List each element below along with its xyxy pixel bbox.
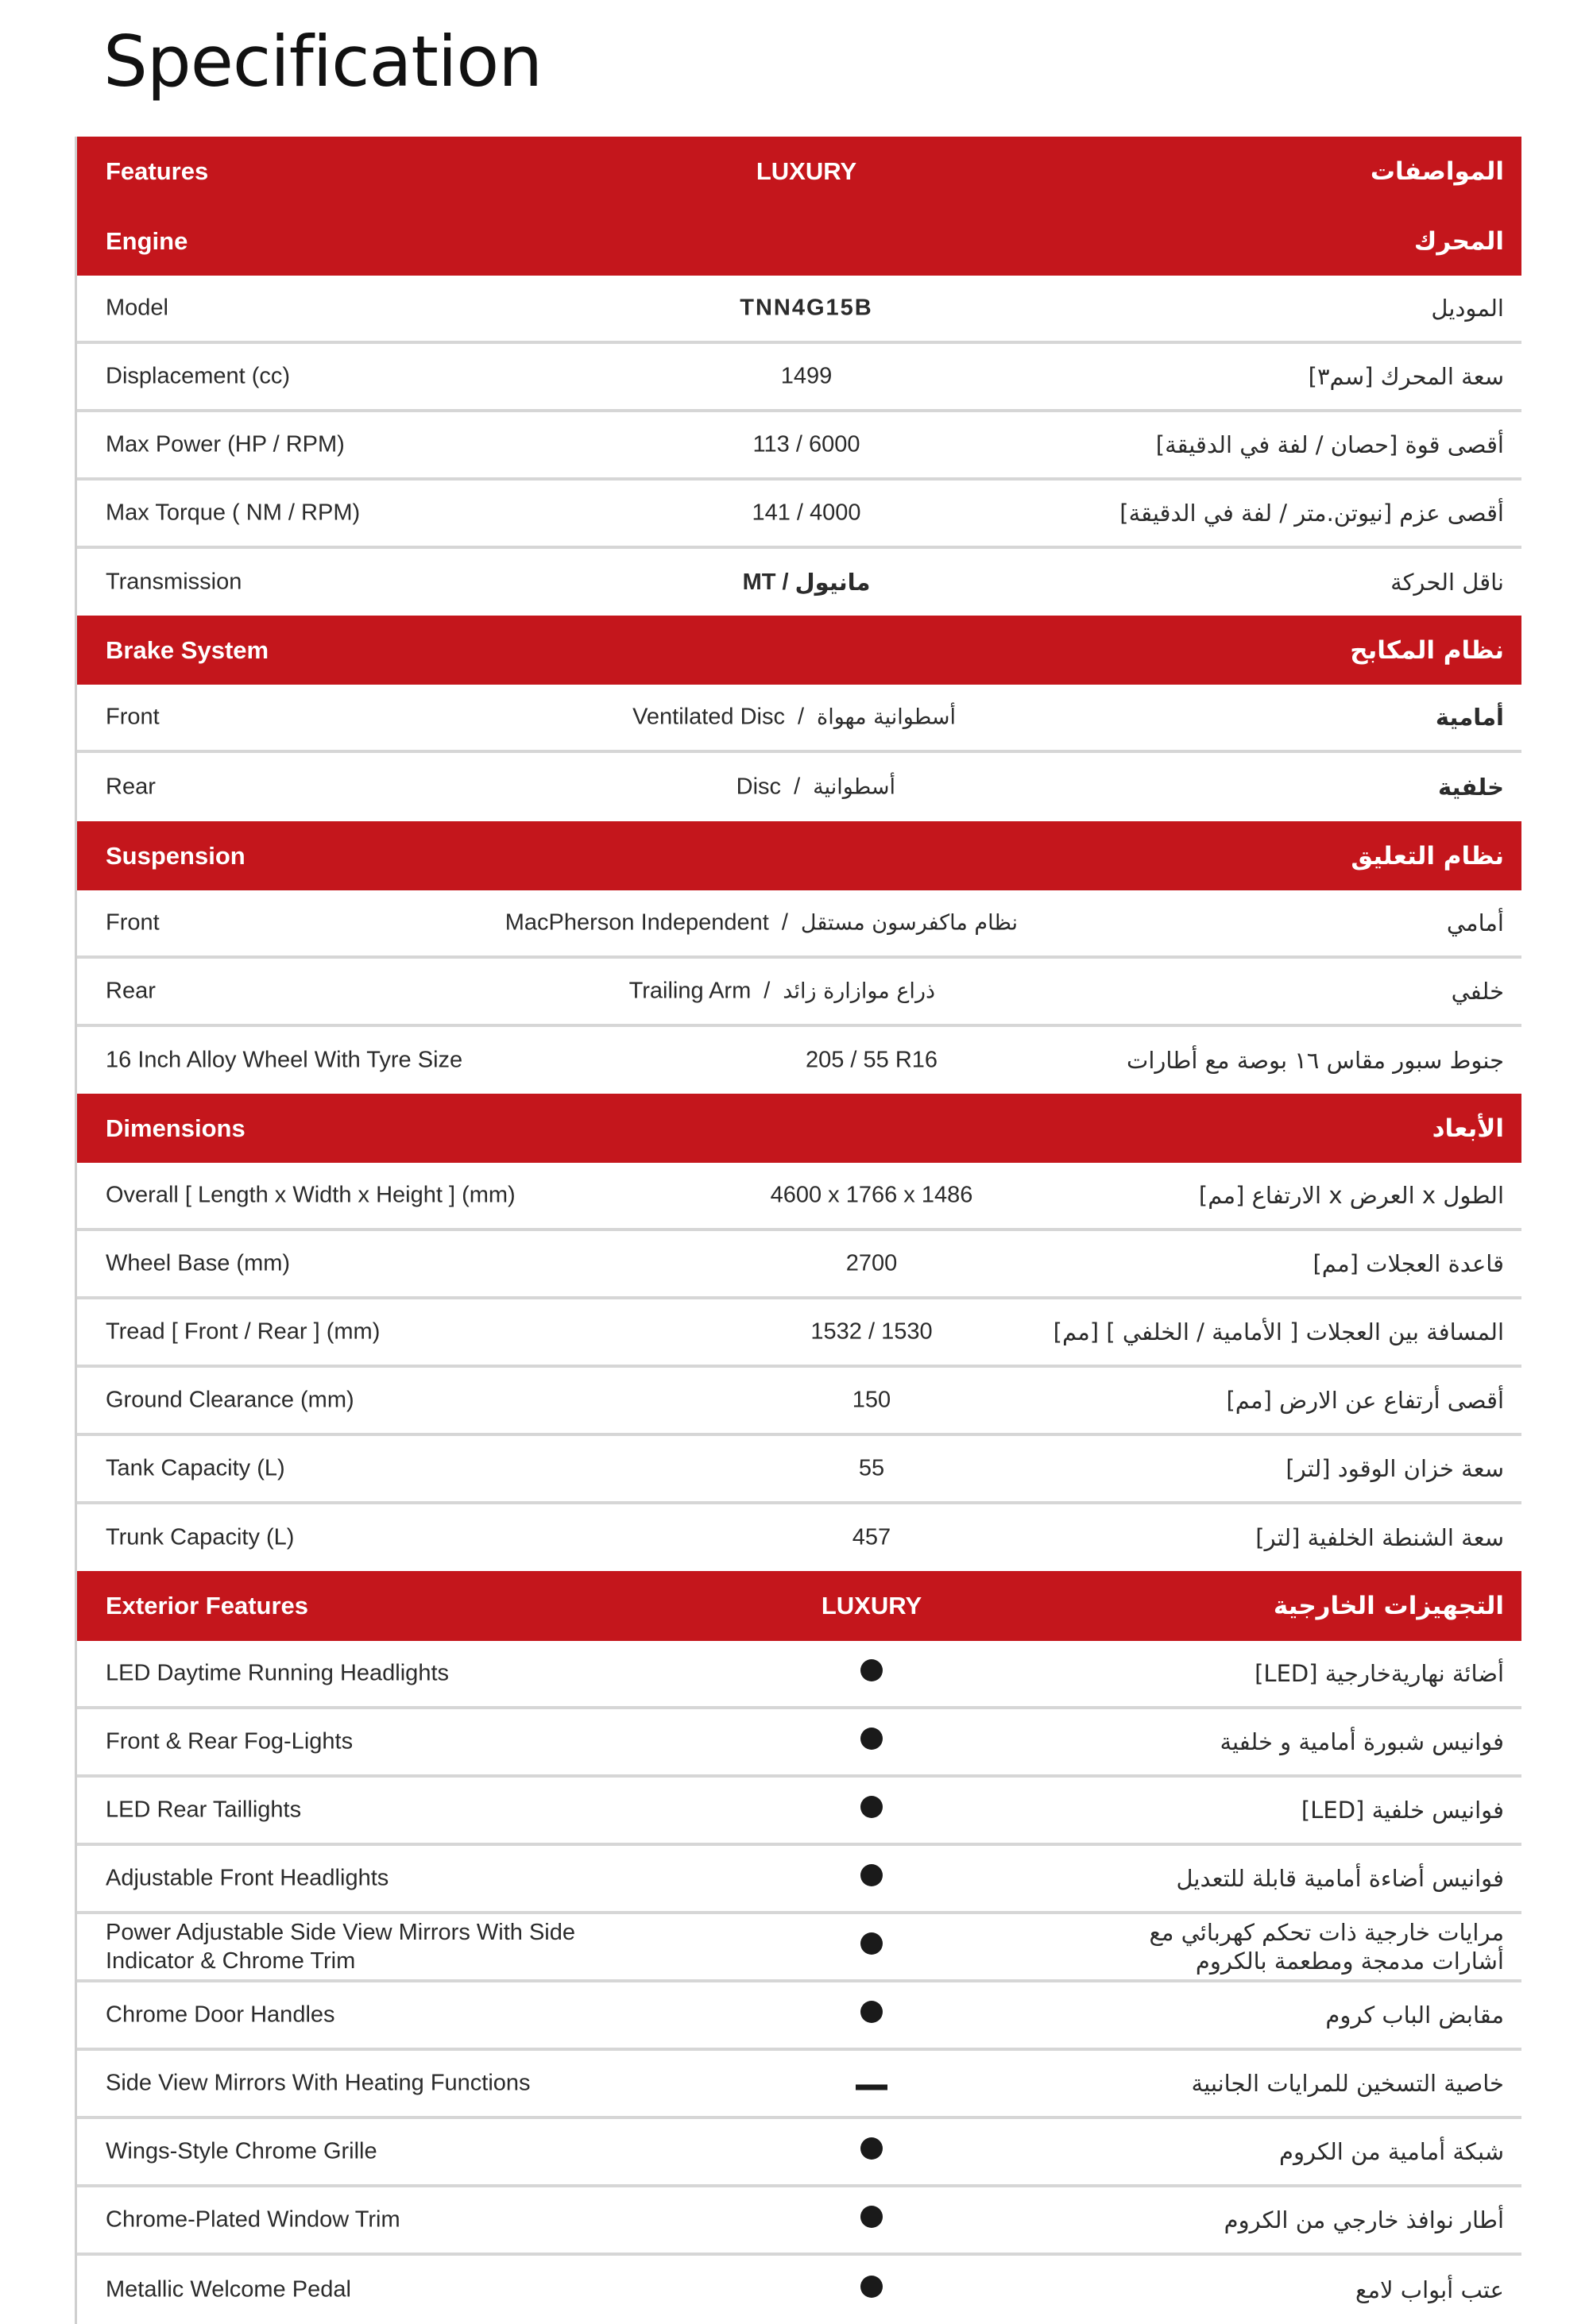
row-label-ar: فوانيس شبورة أمامية و خلفية <box>1220 1728 1504 1755</box>
value-ar: مانيول <box>794 569 871 596</box>
row-label-ar: جنوط سبور مقاس ١٦ بوصة مع أطارات <box>1127 1047 1504 1074</box>
row-label-ar: سعة المحرك [سم٣] <box>1308 363 1504 390</box>
section-title: Suspension <box>106 841 246 870</box>
row-label: Front & Rear Fog-Lights <box>106 1728 354 1755</box>
row-label-ar: أقصى قوة [حصان / لفة في الدقيقة] <box>1155 431 1504 458</box>
table-row <box>77 753 1521 821</box>
row-label-ar: مرايات خارجية ذات تحكم كهربائي مع أشارات مدمجة ومطعمة بالكروم <box>1149 1918 1504 1975</box>
table-row <box>77 1846 1521 1914</box>
section-header-suspension <box>77 821 1521 890</box>
page-title: Specification <box>103 21 542 102</box>
row-label-ar: الطول x العرض x الارتفاع [مم] <box>1198 1182 1504 1209</box>
value-separator: / <box>764 978 771 1004</box>
row-value: 4600 x 1766 x 1486 <box>770 1182 973 1208</box>
value-en: Ventilated Disc <box>632 704 785 730</box>
standard-dot-icon <box>860 1659 883 1681</box>
value-ar: أسطوانية مهواة <box>817 705 956 730</box>
table-row <box>77 1436 1521 1504</box>
row-label-ar: فوانيس أضاءة أمامية قابلة للتعديل <box>1176 1865 1504 1892</box>
row-label: Chrome-Plated Window Trim <box>106 2206 400 2233</box>
row-label-ar: أقصى أرتفاع عن الارض [مم] <box>1226 1387 1504 1414</box>
table-row <box>77 1914 1521 1982</box>
availability-mark <box>860 2137 883 2166</box>
row-label-ar: أطار نوافذ خارجي من الكروم <box>1224 2206 1504 2233</box>
row-value <box>737 774 895 801</box>
row-label-ar: مقابض الباب كروم <box>1325 2002 1504 2029</box>
section-header-exterior <box>77 1571 1521 1641</box>
value-en: MacPherson Independent <box>505 909 769 936</box>
value-en: Trailing Arm <box>628 978 752 1004</box>
value-ar: أسطوانية <box>813 774 895 800</box>
row-value <box>505 910 1018 936</box>
row-label: Power Adjustable Side View Mirrors With Side Indicator & Chrome Trim <box>106 1919 575 1974</box>
standard-dot-icon <box>860 1864 883 1886</box>
section-title-ar: المحرك <box>1413 226 1504 256</box>
row-label-ar: سعة الشنطة الخلفية [لتر] <box>1255 1524 1504 1551</box>
table-row <box>77 1299 1521 1368</box>
row-label: Max Torque ( NM / RPM) <box>106 500 361 526</box>
table-row <box>77 2051 1521 2119</box>
value-separator: / <box>794 774 801 800</box>
value-separator: / <box>781 909 788 936</box>
row-value: 55 <box>858 1455 885 1481</box>
standard-dot-icon <box>860 2206 883 2228</box>
row-label-ar: أقصى عزم [نيوتن.متر / لفة في الدقيقة] <box>1119 500 1504 527</box>
row-label: Adjustable Front Headlights <box>106 1865 389 1891</box>
section-title: Exterior Features <box>106 1592 308 1619</box>
row-label: Model <box>106 295 168 321</box>
row-value: 205 / 55 R16 <box>805 1047 938 1073</box>
table-row <box>77 1027 1521 1094</box>
availability-mark <box>860 1659 883 1688</box>
table-row <box>77 1709 1521 1778</box>
row-label-ar: أضائة نهاريةخارجية [LED] <box>1255 1660 1504 1687</box>
row-label: Overall [ Length x Width x Height ] (mm) <box>106 1182 516 1208</box>
availability-mark <box>860 1728 883 1756</box>
row-label-ar: فوانيس خلفية [LED] <box>1301 1797 1504 1824</box>
standard-dot-icon <box>860 1932 883 1955</box>
section-title-ar: التجهيزات الخارجية <box>1273 1592 1504 1620</box>
table-row <box>77 2187 1521 2256</box>
row-label: Chrome Door Handles <box>106 2002 335 2028</box>
row-label: Ground Clearance (mm) <box>106 1387 354 1413</box>
row-label: Metallic Welcome Pedal <box>106 2276 351 2303</box>
row-label: Front <box>106 704 160 730</box>
section-title-ar: الأبعاد <box>1432 1114 1504 1143</box>
table-row <box>77 344 1521 412</box>
table-row <box>77 685 1521 753</box>
table-row <box>77 412 1521 481</box>
features-label-ar: المواصفات <box>1370 157 1504 186</box>
section-title-ar: نظام المكابح <box>1350 635 1504 665</box>
row-label: Max Power (HP / RPM) <box>106 431 345 457</box>
grade-label: LUXURY <box>756 157 857 185</box>
features-label: Features <box>106 157 209 185</box>
features-header-row <box>77 137 1521 207</box>
standard-dot-icon <box>860 2276 883 2298</box>
row-label-ar: ناقل الحركة <box>1390 569 1504 596</box>
table-row <box>77 2119 1521 2187</box>
availability-mark <box>860 1864 883 1893</box>
value-en: MT <box>742 569 776 595</box>
table-row <box>77 890 1521 959</box>
row-label-ar: خلفي <box>1451 978 1504 1005</box>
row-label-ar: شبكة أمامية من الكروم <box>1278 2138 1504 2165</box>
row-value: 457 <box>852 1524 891 1550</box>
standard-dot-icon <box>860 1796 883 1818</box>
availability-mark <box>860 2001 883 2029</box>
row-label: LED Rear Taillights <box>106 1797 302 1823</box>
row-label: Rear <box>106 978 156 1004</box>
table-row <box>77 1778 1521 1846</box>
standard-dot-icon <box>860 1728 883 1750</box>
availability-mark <box>860 2276 883 2304</box>
spec-table <box>75 137 1521 2324</box>
row-value: 113 / 6000 <box>752 431 860 457</box>
availability-mark <box>860 1932 883 1961</box>
row-label-ar: المسافة بين العجلات [ الأمامية / الخلفي ] [مم] <box>1053 1318 1504 1345</box>
row-label: 16 Inch Alloy Wheel With Tyre Size <box>106 1047 463 1073</box>
value-ar: نظام ماكفرسون مستقل <box>800 910 1018 936</box>
table-row <box>77 1163 1521 1231</box>
row-label: Front <box>106 909 160 936</box>
row-label-ar: أمامي <box>1446 909 1504 936</box>
row-label: Wheel Base (mm) <box>106 1250 291 1276</box>
standard-dot-icon <box>860 2001 883 2023</box>
table-row <box>77 1504 1521 1571</box>
section-title: Brake System <box>106 635 269 664</box>
row-label: Trunk Capacity (L) <box>106 1524 295 1550</box>
table-row <box>77 1368 1521 1436</box>
row-label-ar: خلفية <box>1437 774 1504 801</box>
table-row <box>77 1982 1521 2051</box>
availability-mark <box>860 2206 883 2234</box>
standard-dot-icon <box>860 2137 883 2160</box>
row-value: 141 / 4000 <box>752 500 861 526</box>
row-value: 1532 / 1530 <box>810 1318 933 1345</box>
table-row <box>77 276 1521 344</box>
row-value <box>632 705 956 731</box>
value-ar: ذراع موازارة زائد <box>783 979 935 1004</box>
row-label: Transmission <box>106 569 242 595</box>
row-label: Tank Capacity (L) <box>106 1455 285 1481</box>
table-row <box>77 959 1521 1027</box>
row-label: Side View Mirrors With Heating Functions <box>106 2070 531 2096</box>
row-label-ar: أمامية <box>1435 704 1504 731</box>
row-value: 150 <box>852 1387 891 1413</box>
grade-label: LUXURY <box>821 1592 922 1619</box>
availability-mark <box>856 2071 887 2097</box>
section-title: Dimensions <box>106 1114 246 1142</box>
table-row <box>77 1641 1521 1709</box>
section-title: Engine <box>106 226 188 255</box>
row-label-ar: عتب أبواب لامع <box>1355 2276 1504 2303</box>
row-label: LED Daytime Running Headlights <box>106 1660 449 1686</box>
value-separator: / <box>797 704 805 730</box>
row-label: Tread [ Front / Rear ] (mm) <box>106 1318 381 1345</box>
section-header-brake <box>77 616 1521 685</box>
row-value <box>629 979 935 1005</box>
availability-mark <box>860 1796 883 1824</box>
table-row <box>77 2256 1521 2324</box>
row-value: 1499 <box>780 363 833 389</box>
row-label-ar: الموديل <box>1431 295 1504 322</box>
table-row <box>77 481 1521 549</box>
row-label-ar: سعة خزان الوقود [لتر] <box>1286 1455 1504 1482</box>
row-label: Displacement (cc) <box>106 363 291 389</box>
row-label-ar: قاعدة العجلات [مم] <box>1313 1250 1504 1277</box>
section-header-dimensions <box>77 1094 1521 1163</box>
row-label-ar: خاصية التسخين للمرايات الجانبية <box>1191 2070 1504 2097</box>
section-title-ar: نظام التعليق <box>1351 841 1504 871</box>
section-header-engine <box>77 207 1521 276</box>
row-value: TNN4G15B <box>740 295 873 321</box>
not-available-dash-icon <box>856 2085 887 2090</box>
value-en: Disc <box>736 774 782 800</box>
table-row <box>77 549 1521 616</box>
row-label: Rear <box>106 774 156 800</box>
row-value <box>743 569 871 596</box>
table-row <box>77 1231 1521 1299</box>
row-value: 2700 <box>845 1250 898 1276</box>
row-label: Wings-Style Chrome Grille <box>106 2138 377 2164</box>
value-separator: / <box>782 569 789 595</box>
